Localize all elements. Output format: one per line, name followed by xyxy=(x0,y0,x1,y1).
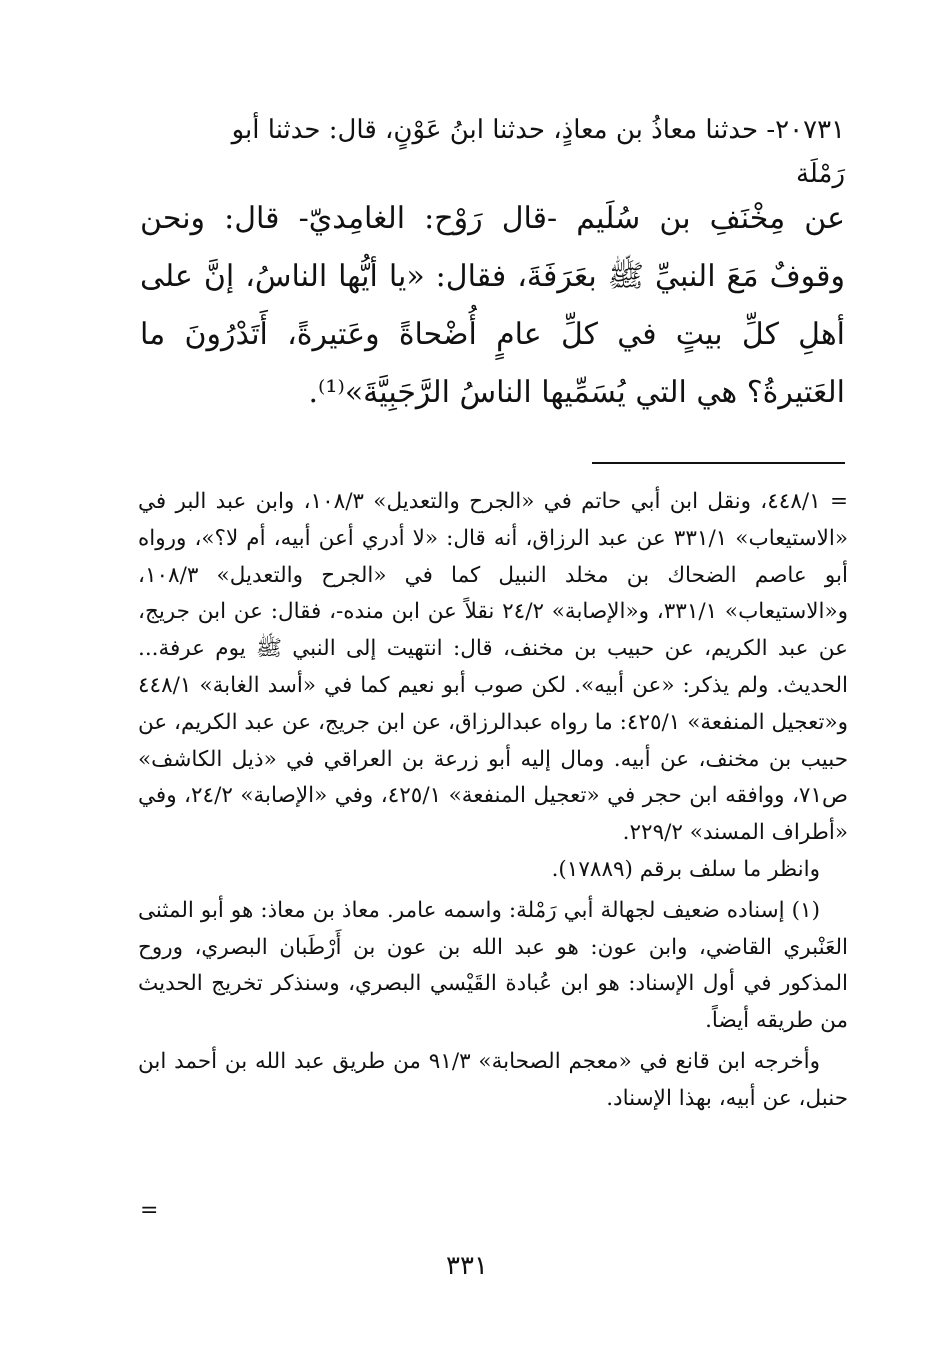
hadith-header xyxy=(140,108,845,196)
hadith-isnad-line: ٢٠٧٣١- حدثنا معاذُ بن معاذٍ، حدثنا ابنُ عَوْنٍ، قال: حدثنا أبو xyxy=(231,115,845,145)
hadith-matn xyxy=(140,190,845,422)
footnote-1: (١) إسناده ضعيف لجهالة أبي رَمْلة: واسمه عامر. معاذ بن معاذ: هو أبو المثنى العَنْبري القاضي، وابن عون: هو عبد الله بن عون بن أَرْطَبان البصري، وروح المذكور في أول الإسناد: هو ابن عُبادة القَيْسي البصري، وسنذكر تخريج الحديث من طريقه أيضاً. xyxy=(138,897,848,1034)
footnote-continuation: = ٤٤٨/١، ونقل ابن أبي حاتم في «الجرح والتعديل» ١٠٨/٣، وابن عبد البر في «الاستيعاب» ٣٣١/١ عن عبد الرزاق، أنه قال: «لا أدري أعن أبيه، أم لا؟»، ورواه أبو عاصم الضحاك بن مخلد النبيل كما في «الجرح والتعديل» ١٠٨/٣، و«الاستيعاب» ٣٣١/١، و«الإصابة» ٢٤/٢ نقلاً عن ابن منده-، فقال: عن ابن جريج، عن عبد الكريم، عن حبيب بن مخنف، قال: انتهيت إلى النبي ﷺ يوم عرفة... الحديث. ولم يذكر: «عن أبيه». لكن صوب أبو نعيم كما في «أسد الغابة» ٤٤٨/١ و«تعجيل المنفعة» ٤٢٥/١: ما رواه عبدالرزاق، عن ابن جريج، عن عبد الكريم، عن حبيب بن مخنف، عن أبيه. ومال إليه أبو زرعة بن العراقي في «ذيل الكاشف» ص٧١، ووافقه ابن حجر في «تعجيل المنفعة» ٤٢٥/١، وفي «الإصابة» ٢٤/٢، وفي «أطراف المسند» ٢٢٩/٢. xyxy=(138,489,849,846)
footnotes-section xyxy=(138,484,848,1118)
hadith-isnad-line-2: رَمْلَة xyxy=(795,159,845,189)
footnote-1-continued: وأخرجه ابن قانع في «معجم الصحابة» ٩١/٣ من طريق عبد الله بن أحمد ابن حنبل، عن أبيه، بهذا الإسناد. xyxy=(138,1048,848,1111)
page-number: ٣٣١ xyxy=(446,1251,488,1281)
hadith-body-text: عن مِخْنَفِ بن سُلَيم -قال رَوْح: الغامِديّ- قال: ونحن وقوفٌ مَعَ النبيِّ ﷺ بعَرَفَةَ، فقال: «يا أيُّها الناسُ، إنَّ على أهلِ كلِّ بيتٍ في كلِّ عامٍ أُضْحاةً وعَتيرةً، أَتَدْرُونَ ما العَتيرةُ؟ هي التي يُسَمِّيها الناسُ الرَّجَبِيَّةَ»⁽¹⁾. xyxy=(140,201,845,410)
footnote-see-also: وانظر ما سلف برقم (١٧٨٨٩). xyxy=(551,856,820,882)
continued-mark: = xyxy=(140,1198,159,1223)
footnote-divider xyxy=(592,462,845,464)
